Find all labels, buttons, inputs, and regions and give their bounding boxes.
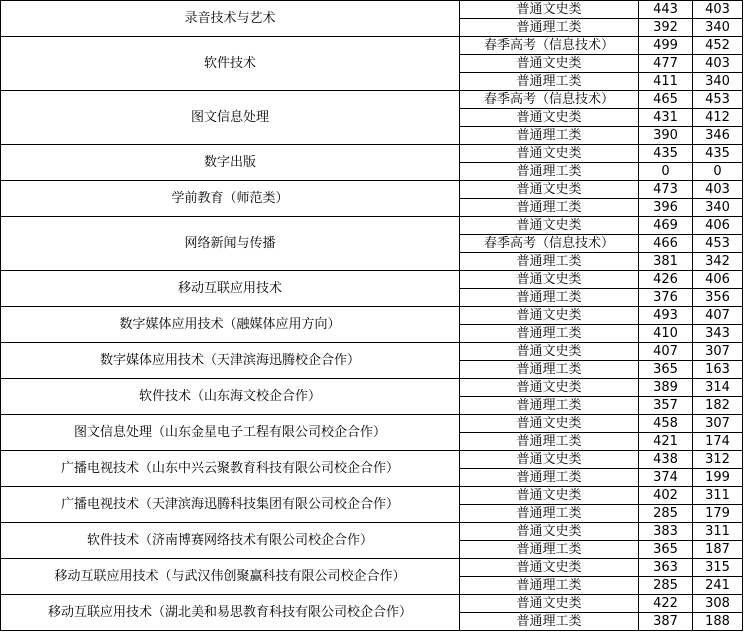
max-score-cell[interactable]: 438	[639, 451, 693, 469]
category-cell[interactable]: 普通理工类	[460, 19, 639, 37]
max-score-cell[interactable]: 458	[639, 415, 693, 433]
table-row	[1, 379, 743, 397]
max-score-cell[interactable]: 285	[639, 577, 693, 595]
min-score-cell[interactable]: 453	[693, 91, 743, 109]
min-score-cell[interactable]: 406	[693, 271, 743, 289]
table-row	[1, 595, 743, 613]
min-score-cell[interactable]: 199	[693, 469, 743, 487]
category-cell[interactable]: 普通理工类	[460, 163, 639, 181]
max-score-cell[interactable]: 381	[639, 253, 693, 271]
major-name-cell[interactable]: 数字媒体应用技术（融媒体应用方向）	[1, 307, 460, 343]
min-score-cell[interactable]: 314	[693, 379, 743, 397]
table-row	[1, 487, 743, 505]
min-score-cell[interactable]: 0	[693, 163, 743, 181]
category-cell[interactable]: 普通文史类	[460, 217, 639, 235]
category-cell[interactable]: 普通理工类	[460, 127, 639, 145]
min-score-cell[interactable]: 340	[693, 199, 743, 217]
min-score-cell[interactable]: 407	[693, 307, 743, 325]
min-score-cell[interactable]: 340	[693, 19, 743, 37]
major-name-cell[interactable]: 移动互联应用技术（与武汉伟创聚赢科技有限公司校企合作）	[1, 559, 460, 595]
max-score-cell[interactable]: 435	[639, 145, 693, 163]
major-name-cell[interactable]: 软件技术（济南博赛网络技术有限公司校企合作）	[1, 523, 460, 559]
category-cell[interactable]: 普通文史类	[460, 271, 639, 289]
max-score-cell[interactable]: 357	[639, 397, 693, 415]
max-score-cell[interactable]: 0	[639, 163, 693, 181]
category-cell[interactable]: 普通文史类	[460, 487, 639, 505]
max-score-cell[interactable]: 410	[639, 325, 693, 343]
category-cell[interactable]: 普通文史类	[460, 379, 639, 397]
category-cell[interactable]: 普通文史类	[460, 559, 639, 577]
table-row	[1, 145, 743, 163]
table-row	[1, 37, 743, 55]
major-name-cell[interactable]: 软件技术（山东海文校企合作）	[1, 379, 460, 415]
category-cell[interactable]: 普通文史类	[460, 523, 639, 541]
table-row	[1, 181, 743, 199]
category-cell[interactable]: 普通理工类	[460, 577, 639, 595]
min-score-cell[interactable]: 342	[693, 253, 743, 271]
category-cell[interactable]: 普通理工类	[460, 325, 639, 343]
max-score-cell[interactable]: 390	[639, 127, 693, 145]
category-cell[interactable]: 春季高考（信息技术）	[460, 37, 639, 55]
max-score-cell[interactable]: 374	[639, 469, 693, 487]
max-score-cell[interactable]: 389	[639, 379, 693, 397]
major-name-cell[interactable]: 学前教育（师范类）	[1, 181, 460, 217]
min-score-cell[interactable]: 343	[693, 325, 743, 343]
category-cell[interactable]: 普通理工类	[460, 361, 639, 379]
category-cell[interactable]: 普通理工类	[460, 433, 639, 451]
table-row	[1, 91, 743, 109]
min-score-cell[interactable]: 188	[693, 613, 743, 631]
table-row	[1, 559, 743, 577]
min-score-cell[interactable]: 435	[693, 145, 743, 163]
category-cell[interactable]: 普通理工类	[460, 253, 639, 271]
category-cell[interactable]: 普通文史类	[460, 451, 639, 469]
max-score-cell[interactable]: 396	[639, 199, 693, 217]
max-score-cell[interactable]: 376	[639, 289, 693, 307]
category-cell[interactable]: 普通文史类	[460, 109, 639, 127]
min-score-cell[interactable]: 403	[693, 55, 743, 73]
max-score-cell[interactable]: 469	[639, 217, 693, 235]
table-row	[1, 523, 743, 541]
table-row	[1, 415, 743, 433]
max-score-cell[interactable]: 473	[639, 181, 693, 199]
min-score-cell[interactable]: 311	[693, 523, 743, 541]
min-score-cell[interactable]: 179	[693, 505, 743, 523]
category-cell[interactable]: 普通文史类	[460, 145, 639, 163]
max-score-cell[interactable]: 392	[639, 19, 693, 37]
max-score-cell[interactable]: 422	[639, 595, 693, 613]
category-cell[interactable]: 普通文史类	[460, 1, 639, 19]
min-score-cell[interactable]: 174	[693, 433, 743, 451]
category-cell[interactable]: 普通理工类	[460, 505, 639, 523]
max-score-cell[interactable]: 465	[639, 91, 693, 109]
min-score-cell[interactable]: 340	[693, 73, 743, 91]
max-score-cell[interactable]: 383	[639, 523, 693, 541]
major-name-cell[interactable]: 网络新闻与传播	[1, 217, 460, 271]
max-score-cell[interactable]: 411	[639, 73, 693, 91]
category-cell[interactable]: 普通文史类	[460, 307, 639, 325]
max-score-cell[interactable]: 493	[639, 307, 693, 325]
min-score-cell[interactable]: 403	[693, 181, 743, 199]
major-name-cell[interactable]: 广播电视技术（天津滨海迅腾科技集团有限公司校企合作）	[1, 487, 460, 523]
major-name-cell[interactable]: 移动互联应用技术（湖北美和易思教育科技有限公司校企合作）	[1, 595, 460, 631]
min-score-cell[interactable]: 307	[693, 343, 743, 361]
category-cell[interactable]: 普通文史类	[460, 343, 639, 361]
category-cell[interactable]: 普通理工类	[460, 541, 639, 559]
min-score-cell[interactable]: 241	[693, 577, 743, 595]
category-cell[interactable]: 普通理工类	[460, 397, 639, 415]
min-score-cell[interactable]: 452	[693, 37, 743, 55]
max-score-cell[interactable]: 407	[639, 343, 693, 361]
major-name-cell[interactable]: 移动互联应用技术	[1, 271, 460, 307]
category-cell[interactable]: 普通理工类	[460, 73, 639, 91]
major-name-cell[interactable]: 图文信息处理（山东金星电子工程有限公司校企合作）	[1, 415, 460, 451]
min-score-cell[interactable]: 315	[693, 559, 743, 577]
min-score-cell[interactable]: 163	[693, 361, 743, 379]
min-score-cell[interactable]: 406	[693, 217, 743, 235]
min-score-cell[interactable]: 453	[693, 235, 743, 253]
major-name-cell[interactable]: 数字媒体应用技术（天津滨海迅腾校企合作）	[1, 343, 460, 379]
max-score-cell[interactable]: 477	[639, 55, 693, 73]
min-score-cell[interactable]: 308	[693, 595, 743, 613]
table-row	[1, 1, 743, 19]
min-score-cell[interactable]: 346	[693, 127, 743, 145]
max-score-cell[interactable]: 402	[639, 487, 693, 505]
max-score-cell[interactable]: 426	[639, 271, 693, 289]
category-cell[interactable]: 普通理工类	[460, 289, 639, 307]
table-row	[1, 451, 743, 469]
category-cell[interactable]: 春季高考（信息技术）	[460, 235, 639, 253]
max-score-cell[interactable]: 431	[639, 109, 693, 127]
score-table-body	[1, 1, 743, 631]
category-cell[interactable]: 普通文史类	[460, 55, 639, 73]
category-cell[interactable]: 春季高考（信息技术）	[460, 91, 639, 109]
max-score-cell[interactable]: 363	[639, 559, 693, 577]
category-cell[interactable]: 普通文史类	[460, 415, 639, 433]
max-score-cell[interactable]: 365	[639, 361, 693, 379]
table-row	[1, 271, 743, 289]
table-row	[1, 307, 743, 325]
table-row	[1, 343, 743, 361]
min-score-cell[interactable]: 182	[693, 397, 743, 415]
max-score-cell[interactable]: 387	[639, 613, 693, 631]
category-cell[interactable]: 普通理工类	[460, 613, 639, 631]
min-score-cell[interactable]: 187	[693, 541, 743, 559]
max-score-cell[interactable]: 466	[639, 235, 693, 253]
category-cell[interactable]: 普通文史类	[460, 181, 639, 199]
major-name-cell[interactable]: 图文信息处理	[1, 91, 460, 145]
table-row	[1, 217, 743, 235]
min-score-cell[interactable]: 412	[693, 109, 743, 127]
min-score-cell[interactable]: 307	[693, 415, 743, 433]
max-score-cell[interactable]: 365	[639, 541, 693, 559]
min-score-cell[interactable]: 403	[693, 1, 743, 19]
major-name-cell[interactable]: 广播电视技术（山东中兴云聚教育科技有限公司校企合作）	[1, 451, 460, 487]
max-score-cell[interactable]: 421	[639, 433, 693, 451]
min-score-cell[interactable]: 356	[693, 289, 743, 307]
category-cell[interactable]: 普通理工类	[460, 469, 639, 487]
major-name-cell[interactable]: 软件技术	[1, 37, 460, 91]
category-cell[interactable]: 普通理工类	[460, 199, 639, 217]
major-name-cell[interactable]: 数字出版	[1, 145, 460, 181]
max-score-cell[interactable]: 443	[639, 1, 693, 19]
category-cell[interactable]: 普通文史类	[460, 595, 639, 613]
major-name-cell[interactable]: 录音技术与艺术	[1, 1, 460, 37]
max-score-cell[interactable]: 499	[639, 37, 693, 55]
max-score-cell[interactable]: 285	[639, 505, 693, 523]
min-score-cell[interactable]: 311	[693, 487, 743, 505]
min-score-cell[interactable]: 312	[693, 451, 743, 469]
